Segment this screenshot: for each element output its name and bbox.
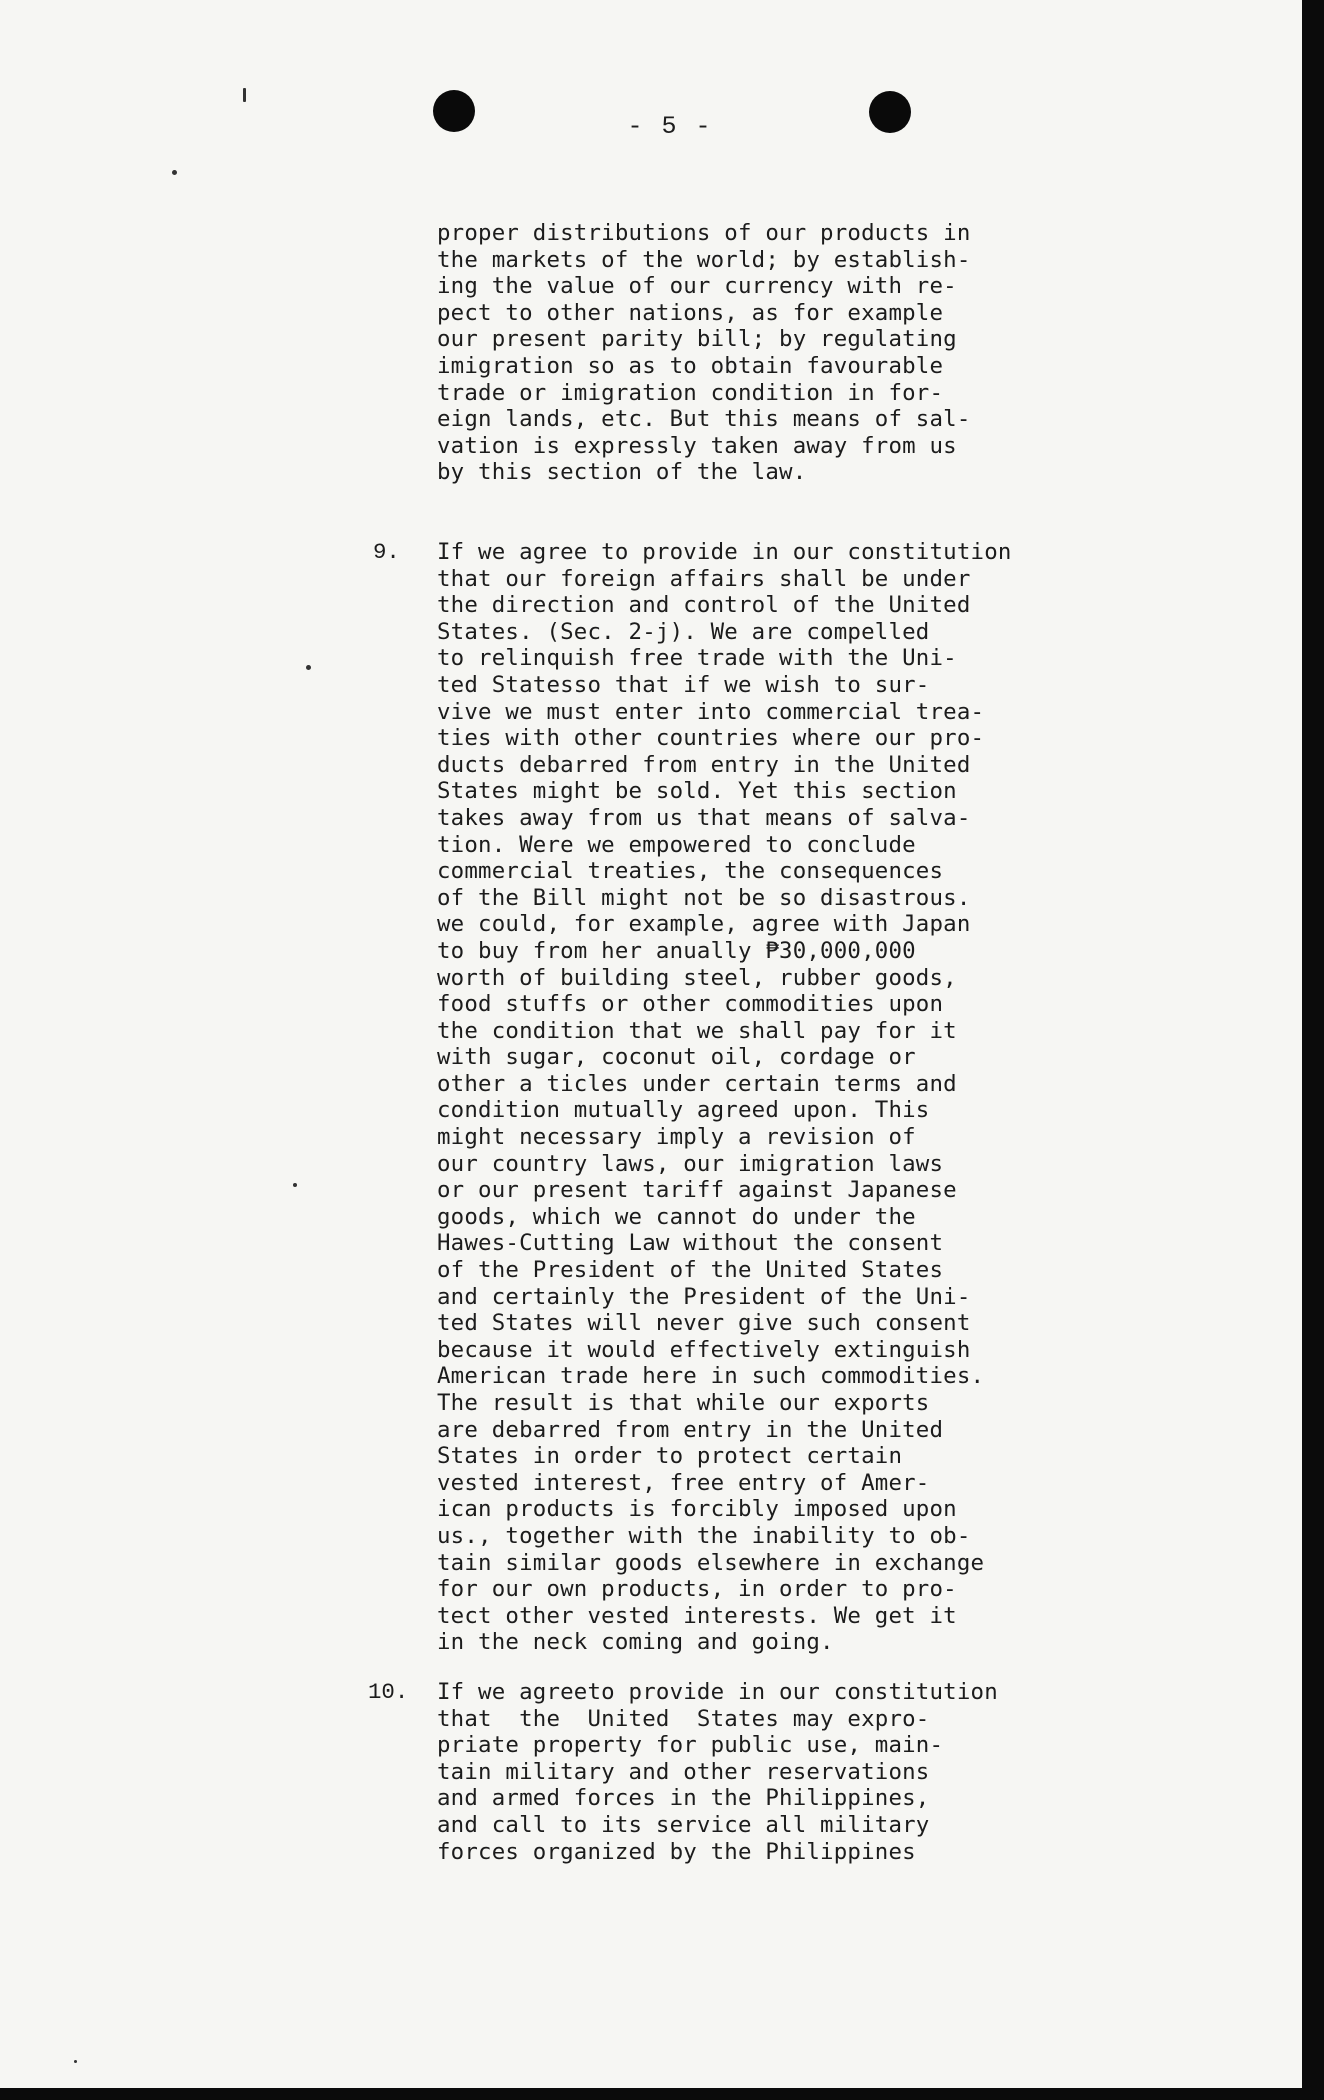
scan-speck bbox=[172, 170, 177, 175]
paragraph-9-body: If we agree to provide in our constitution that our foreign affairs shall be under the direction and control of the United States. (Sec. 2-j). We are compelled to relinquish free trade with the Uni- ted Statesso that if we wish to sur- vive we must enter into commercial trea- ties with other countries where our pro- ducts debarred from entry in the United States might be sold. Yet this section takes away from us that means of salva- tion. Were we empowered to conclude commercial treaties, the consequences of the Bill might not be so disastrous. we could, for example, agree with Japan to buy from her anually ₱30,000,000 worth of building steel, rubber goods, food stuffs or other commodities upon the condition that we shall pay for it with sugar, coconut oil, cordage or other a ticles under certain terms and condition mutually agreed upon. This might necessary imply a revision of our country laws, our imigration laws or our present tariff against Japanese goods, which we cannot do under the Hawes-Cutting Law without the consent of the President of the United States and certainly the President of the Uni- ted States will never give such consent because it would effectively extinguish American trade here in such commodities. The result is that while our exports are debarred from entry in the United States in order to protect certain vested interest, free entry of Amer- ican products is forcibly imposed upon us., together with the inability to ob- tain similar goods elsewhere in exchange for our own products, in order to pro- tect other vested interests. We get it in the neck coming and going. bbox=[437, 539, 1012, 1656]
scan-speck bbox=[293, 1183, 297, 1187]
scan-border bbox=[1302, 0, 1324, 2100]
page-number: - 5 - bbox=[627, 112, 713, 141]
paragraph-9-number: 9. bbox=[373, 539, 400, 565]
scan-speck bbox=[306, 665, 311, 670]
intro-paragraph: proper distributions of our products in the markets of the world; by establish- ing the value of our currency with re- pect to other nations, as for example our present parity bill; by regulating imigration so as to obtain favourable trade or imigration condition in for- eign lands, etc. But this means of sal- vation is expressly taken away from us by this section of the law. bbox=[437, 220, 971, 486]
paragraph-10-number: 10. bbox=[368, 1679, 409, 1705]
punch-hole-left bbox=[433, 90, 475, 132]
scan-speck bbox=[74, 2060, 77, 2063]
margin-mark bbox=[243, 88, 246, 102]
punch-hole-right bbox=[869, 91, 911, 133]
paragraph-10-body: If we agreeto provide in our constitution that the United States may expro- priate property for public use, main- tain military and other reservations and armed forces in the Philippines, and call to its service all military forces organized by the Philippines bbox=[437, 1679, 998, 1865]
